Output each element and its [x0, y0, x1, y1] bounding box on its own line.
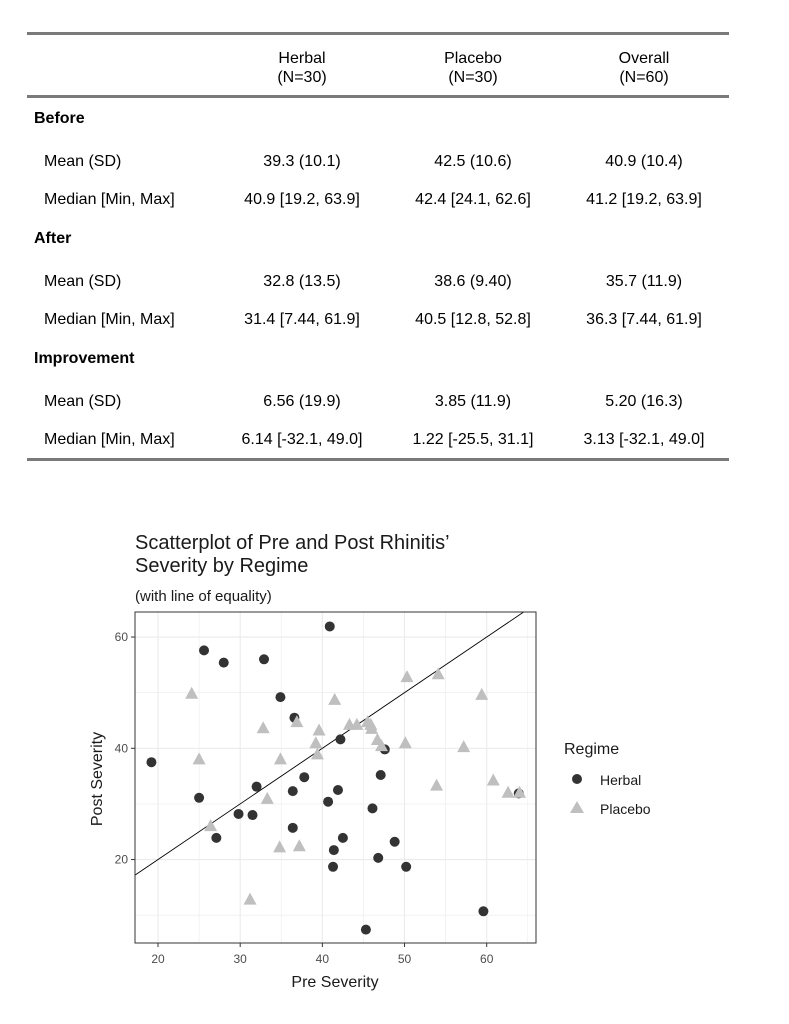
- cell-herbal: 39.3 (10.1): [263, 153, 341, 170]
- point-herbal: [328, 862, 338, 872]
- y-tick-label: 40: [114, 741, 128, 756]
- chart-title-line-1: Scatterplot of Pre and Post Rhinitis’: [135, 532, 450, 554]
- x-tick-label: 60: [480, 952, 494, 966]
- section-title: After: [34, 230, 72, 247]
- chart-title-line-2: Severity by Regime: [135, 555, 309, 577]
- y-tick-label: 20: [114, 852, 128, 867]
- point-herbal: [194, 793, 204, 803]
- point-herbal: [288, 823, 298, 833]
- y-axis: [115, 630, 135, 867]
- point-herbal: [323, 797, 333, 807]
- point-herbal: [199, 645, 209, 655]
- point-herbal: [275, 692, 285, 702]
- point-herbal: [373, 853, 383, 863]
- legend-placebo-marker: [570, 801, 584, 813]
- column-name: Placebo: [444, 50, 502, 67]
- point-herbal: [299, 772, 309, 782]
- cell-herbal: 32.8 (13.5): [263, 273, 341, 290]
- cell-placebo: 40.5 [12.8, 52.8]: [415, 311, 531, 328]
- point-herbal: [234, 809, 244, 819]
- point-herbal: [376, 770, 386, 780]
- row-label: Median [Min, Max]: [44, 311, 175, 328]
- legend-herbal-label: Herbal: [600, 772, 642, 788]
- cell-overall: 3.13 [-32.1, 49.0]: [583, 431, 705, 448]
- x-axis: [151, 943, 493, 966]
- cell-overall: 5.20 (16.3): [605, 393, 683, 410]
- cell-placebo: 38.6 (9.40): [434, 273, 512, 290]
- point-herbal: [259, 654, 269, 664]
- cell-overall: 41.2 [19.2, 63.9]: [586, 191, 702, 208]
- cell-placebo: 3.85 (11.9): [434, 393, 512, 410]
- point-herbal: [390, 837, 400, 847]
- chart-subtitle: (with line of equality): [135, 588, 272, 605]
- row-label: Mean (SD): [44, 273, 122, 290]
- x-tick-label: 30: [233, 952, 247, 966]
- column-n: (N=30): [448, 69, 498, 86]
- row-label: Mean (SD): [44, 153, 122, 170]
- cell-overall: 35.7 (11.9): [605, 273, 683, 290]
- cell-overall: 36.3 [7.44, 61.9]: [586, 311, 702, 328]
- point-herbal: [219, 658, 229, 668]
- x-tick-label: 20: [151, 952, 165, 966]
- column-name: Herbal: [278, 50, 326, 67]
- point-herbal: [361, 925, 371, 935]
- row-label: Mean (SD): [44, 393, 122, 410]
- point-herbal: [252, 782, 262, 792]
- point-herbal: [335, 734, 345, 744]
- point-herbal: [248, 810, 258, 820]
- legend-placebo-label: Placebo: [600, 801, 651, 817]
- point-herbal: [401, 862, 411, 872]
- section-title: Before: [34, 110, 85, 127]
- y-tick-label: 60: [114, 630, 128, 645]
- cell-herbal: 31.4 [7.44, 61.9]: [244, 311, 360, 328]
- cell-herbal: 6.56 (19.9): [263, 393, 341, 410]
- column-n: (N=30): [277, 69, 327, 86]
- x-axis-label: Pre Severity: [291, 974, 379, 991]
- point-herbal: [478, 906, 488, 916]
- cell-overall: 40.9 (10.4): [605, 153, 683, 170]
- section-title: Improvement: [34, 350, 135, 367]
- cell-placebo: 42.4 [24.1, 62.6]: [415, 191, 531, 208]
- cell-placebo: 42.5 (10.6): [434, 153, 512, 170]
- plot-panel: [135, 612, 536, 943]
- legend-herbal-marker: [572, 774, 582, 784]
- cell-placebo: 1.22 [-25.5, 31.1]: [412, 431, 534, 448]
- cell-herbal: 40.9 [19.2, 63.9]: [244, 191, 360, 208]
- column-name: Overall: [618, 50, 670, 67]
- x-tick-label: 40: [315, 952, 330, 966]
- point-herbal: [288, 786, 298, 796]
- point-herbal: [329, 845, 339, 855]
- y-axis-label: Post Severity: [89, 731, 106, 827]
- point-herbal: [333, 785, 343, 795]
- legend-title: Regime: [564, 741, 620, 758]
- row-label: Median [Min, Max]: [44, 431, 175, 448]
- cell-herbal: 6.14 [-32.1, 49.0]: [241, 431, 363, 448]
- legend: [564, 741, 651, 817]
- point-herbal: [211, 833, 221, 843]
- column-n: (N=60): [619, 69, 669, 86]
- point-herbal: [146, 757, 156, 767]
- x-tick-label: 50: [397, 952, 412, 966]
- point-herbal: [367, 803, 377, 813]
- point-herbal: [338, 833, 348, 843]
- grid: [135, 612, 536, 943]
- point-herbal: [325, 621, 335, 631]
- row-label: Median [Min, Max]: [44, 191, 175, 208]
